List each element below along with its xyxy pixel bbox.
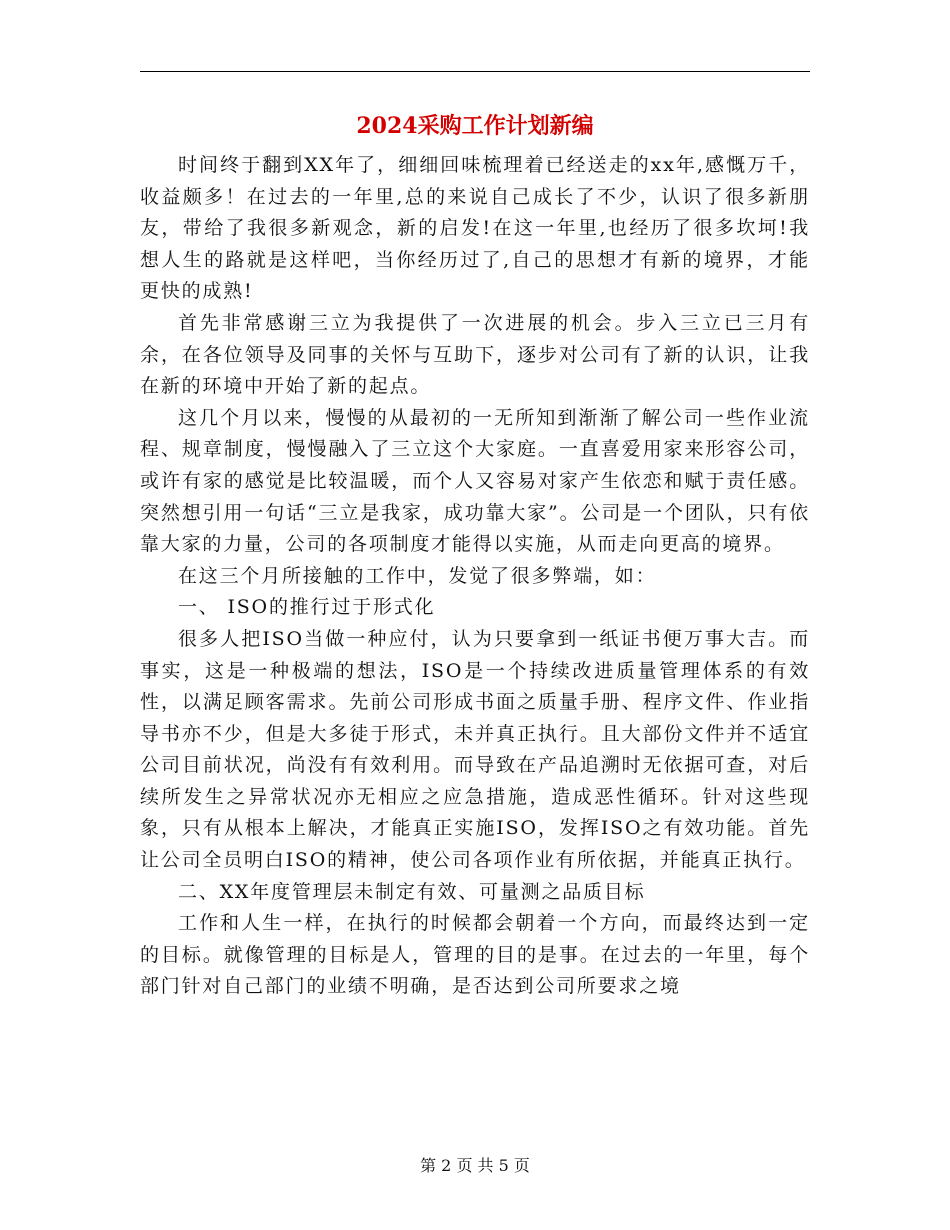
section-heading: 二、XX年度管理层未制定有效、可量测之品质目标 [178, 880, 646, 903]
page-number-footer: 第 2 页 共 5 页 [420, 1156, 530, 1175]
section-heading: 一、 ISO的推行过于形式化 [178, 596, 436, 619]
paragraph: 首先非常感谢三立为我提供了一次进展的机会。步入三立已三月有余，在各位领导及同事的关怀与互助下，逐步对公司有了新的认识，让我在新的环境中开始了新的起点。 [140, 311, 810, 398]
paragraph: 很多人把ISO当做一种应付，认为只要拿到一纸证书便万事大吉。而事实，这是一种极端的想法，ISO是一个持续改进质量管理体系的有效性，以满足顾客需求。先前公司形成书面之质量手册、程序文件、作业指导书亦不少，但是大多徒于形式，未并真正执行。且大部份文件并不适宜公司目前状况，尚没有有效利用。而导致在产品追溯时无依据可查，对后续所发生之异常状况亦无相应之应急措施，造成恶性循环。针对这些现象，只有从根本上解决，才能真正实施ISO，发挥ISO之有效功能。首先让公司全员明白ISO的精神，使公司各项作业有所依据，并能真正执行。 [140, 627, 810, 872]
document-body [140, 150, 810, 1003]
document-title: 2024采购工作计划新编 [356, 113, 594, 139]
header-rule [140, 71, 810, 72]
paragraph: 这几个月以来，慢慢的从最初的一无所知到渐渐了解公司一些作业流程、规章制度，慢慢融入了三立这个大家庭。一直喜爱用家来形容公司，或许有家的感觉是比较温暖，而个人又容易对家产生依恋和赋于责任感。突然想引用一句话“三立是我家，成功靠大家”。公司是一个团队，只有依靠大家的力量，公司的各项制度才能得以实施，从而走向更高的境界。 [140, 406, 810, 556]
paragraph: 在这三个月所接触的工作中，发觉了很多弊端，如： [178, 564, 657, 587]
paragraph: 时间终于翻到XX年了，细细回味梳理着已经送走的xx年,感慨万千，收益颇多！在过去的一年里,总的来说自己成长了不少，认识了很多新朋友，带给了我很多新观念，新的启发!在这一年里,也经历了很多坎坷!我想人生的路就是这样吧，当你经历过了,自己的思想才有新的境界，才能更快的成熟! [140, 154, 810, 303]
paragraph: 工作和人生一样，在执行的时候都会朝着一个方向，而最终达到一定的目标。就像管理的目标是人，管理的目的是事。在过去的一年里，每个部门针对自己部门的业绩不明确，是否达到公司所要求之境 [140, 912, 810, 998]
